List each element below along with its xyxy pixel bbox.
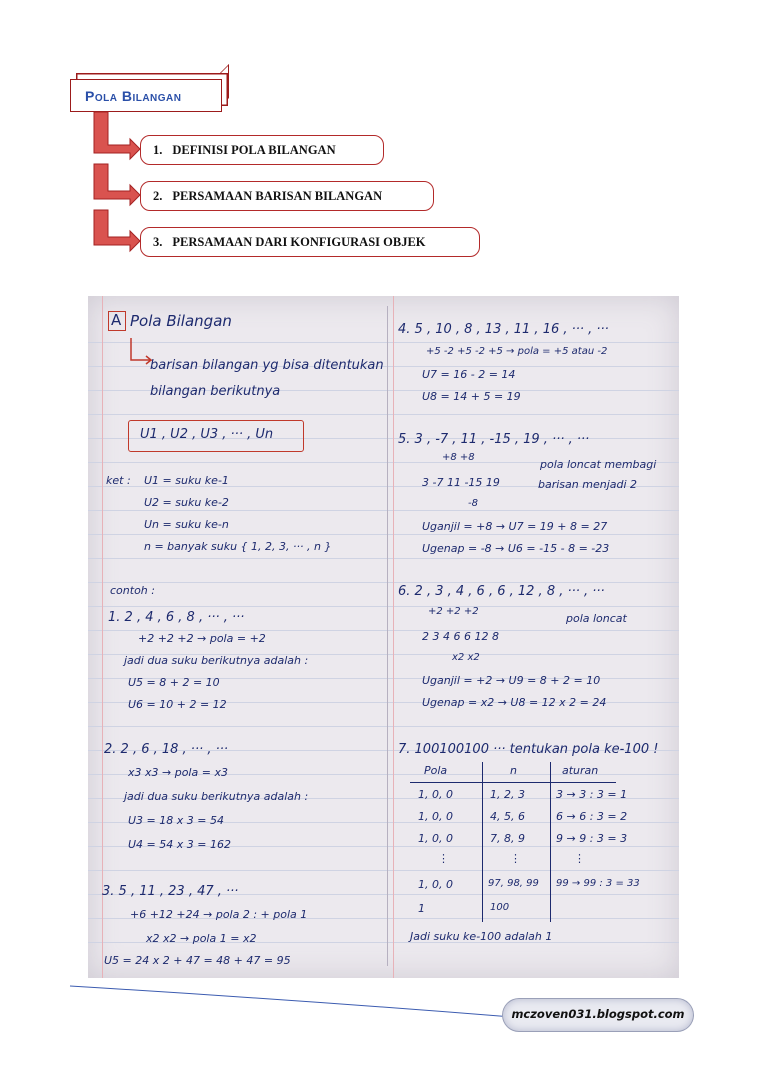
rule-line: [88, 606, 679, 607]
rule-line: [88, 414, 679, 415]
table-cell: 97, 98, 99: [488, 878, 539, 889]
example-7-heading: 7. 100100100 ··· tentukan pola ke-100 !: [398, 742, 659, 757]
menu-label: PERSAMAAN DARI KONFIGURASI OBJEK: [172, 234, 426, 249]
table-cell: ⋮: [574, 852, 585, 865]
table-header-rule: [410, 782, 616, 783]
rule-line: [88, 510, 679, 511]
example-5-note-1: pola loncat membagi: [540, 458, 657, 471]
menu-item-konfigurasi-objek[interactable]: [140, 227, 480, 257]
table-cell: 1, 0, 0: [418, 788, 453, 801]
ket-line-3: Un = suku ke-n: [144, 518, 229, 531]
rule-line: [88, 726, 679, 727]
example-4-diff: +5 -2 +5 -2 +5 → pola = +5 atau -2: [426, 346, 608, 357]
example-6-ganjil: Uganjil = +2 → U9 = 8 + 2 = 10: [422, 674, 601, 687]
ket-line-1: U1 = suku ke-1: [144, 474, 229, 487]
table-col-rule: [482, 762, 483, 922]
example-4-u7: U7 = 16 - 2 = 14: [422, 368, 516, 381]
table-header-n: n: [510, 764, 517, 777]
example-6-bottom: x2 x2: [452, 652, 480, 663]
table-cell: 6 → 6 : 3 = 2: [556, 810, 628, 823]
definition-line-1: barisan bilangan yg bisa ditentukan: [150, 358, 384, 373]
example-5-bottom: -8: [468, 498, 478, 509]
example-6-top: +2 +2 +2: [428, 606, 479, 617]
table-cell: 4, 5, 6: [490, 810, 525, 823]
example-6-note: pola loncat: [566, 612, 627, 625]
menu-label: PERSAMAAN BARISAN BILANGAN: [172, 188, 383, 203]
ket-line-4: n = banyak suku { 1, 2, 3, ··· , n }: [144, 540, 332, 553]
example-1-diff: +2 +2 +2 → pola = +2: [138, 632, 266, 645]
rule-line: [88, 558, 679, 559]
table-cell: 1, 0, 0: [418, 832, 453, 845]
table-header-aturan: aturan: [562, 764, 599, 777]
example-1-u5: U5 = 8 + 2 = 10: [128, 676, 220, 689]
example-2-u4: U4 = 54 x 3 = 162: [128, 838, 231, 851]
table-header-pola: Pola: [424, 764, 448, 777]
definition-line-2: bilangan berikutnya: [150, 384, 281, 399]
example-6-row: 2 3 4 6 6 12 8: [422, 630, 499, 643]
menu-num: 2.: [153, 188, 163, 203]
table-cell: 1, 0, 0: [418, 810, 453, 823]
example-1-u6: U6 = 10 + 2 = 12: [128, 698, 227, 711]
notebook-photo: [88, 296, 679, 978]
table-cell: 100: [490, 902, 510, 913]
table-cell: 1, 0, 0: [418, 878, 453, 891]
table-cell: 99 → 99 : 3 = 33: [556, 878, 640, 889]
example-3-sequence: 3. 5 , 11 , 23 , 47 , ···: [102, 884, 239, 899]
table-cell: 7, 8, 9: [490, 832, 525, 845]
ket-line-2: U2 = suku ke-2: [144, 496, 229, 509]
menu-item-persamaan-barisan[interactable]: [140, 181, 434, 211]
contoh-label: contoh :: [110, 584, 155, 597]
ket-label: ket :: [106, 474, 131, 487]
arrow-icon-2: [94, 164, 140, 205]
rule-line: [88, 870, 679, 871]
example-2-diff: x3 x3 → pola = x3: [128, 766, 228, 779]
notes-heading: Pola Bilangan: [130, 312, 232, 330]
table-cell: 9 → 9 : 3 = 3: [556, 832, 628, 845]
table-cell: 1, 2, 3: [490, 788, 525, 801]
example-7-conclusion: Jadi suku ke-100 adalah 1: [410, 930, 553, 943]
menu-num: 1.: [153, 142, 163, 157]
rule-line: [88, 534, 679, 535]
rule-line: [88, 630, 679, 631]
page-title: Pola Bilangan: [85, 88, 182, 104]
margin-line: [393, 296, 394, 978]
example-4-u8: U8 = 14 + 5 = 19: [422, 390, 521, 403]
example-1-sequence: 1. 2 , 4 , 6 , 8 , ··· , ···: [108, 610, 245, 625]
blog-badge[interactable]: [503, 999, 693, 1031]
example-5-sequence: 5. 3 , -7 , 11 , -15 , 19 , ··· , ···: [398, 432, 590, 447]
example-1-jadi: jadi dua suku berikutnya adalah :: [124, 654, 309, 667]
menu-label: DEFINISI POLA BILANGAN: [172, 142, 336, 157]
heading-letter: A: [111, 311, 122, 329]
example-2-jadi: jadi dua suku berikutnya adalah :: [124, 790, 309, 803]
arrow-icon-1: [94, 112, 140, 159]
sequence-notation: U1 , U2 , U3 , ··· , Un: [140, 427, 274, 442]
margin-line: [102, 296, 103, 978]
table-col-rule: [550, 762, 551, 922]
table-cell: ⋮: [510, 852, 521, 865]
example-5-ganjil: Uganjil = +8 → U7 = 19 + 8 = 27: [422, 520, 608, 533]
example-5-genap: Ugenap = -8 → U6 = -15 - 8 = -23: [422, 542, 610, 555]
table-cell: ⋮: [438, 852, 449, 865]
example-3-mult: x2 x2 → pola 1 = x2: [146, 932, 257, 945]
blog-url[interactable]: mczoven031.blogspot.com: [511, 1007, 685, 1021]
example-2-u3: U3 = 18 x 3 = 54: [128, 814, 224, 827]
example-3-u5: U5 = 24 x 2 + 47 = 48 + 47 = 95: [104, 954, 291, 967]
example-5-row: 3 -7 11 -15 19: [422, 476, 500, 489]
rule-line: [88, 582, 679, 583]
arrow-icon-3: [94, 210, 140, 251]
table-cell: 3 → 3 : 3 = 1: [556, 788, 628, 801]
example-5-note-2: barisan menjadi 2: [538, 478, 638, 491]
example-2-sequence: 2. 2 , 6 , 18 , ··· , ···: [104, 742, 229, 757]
menu-num: 3.: [153, 234, 163, 249]
example-5-top: +8 +8: [442, 452, 475, 463]
example-6-sequence: 6. 2 , 3 , 4 , 6 , 6 , 12 , 8 , ··· , ···: [398, 584, 605, 599]
rule-line: [88, 342, 679, 343]
column-divider: [387, 306, 388, 966]
example-6-genap: Ugenap = x2 → U8 = 12 x 2 = 24: [422, 696, 607, 709]
example-3-diff: +6 +12 +24 → pola 2 : + pola 1: [130, 908, 308, 921]
menu-item-definisi[interactable]: [140, 135, 384, 165]
table-cell: 1: [418, 902, 425, 915]
example-4-sequence: 4. 5 , 10 , 8 , 13 , 11 , 16 , ··· , ···: [398, 322, 609, 337]
